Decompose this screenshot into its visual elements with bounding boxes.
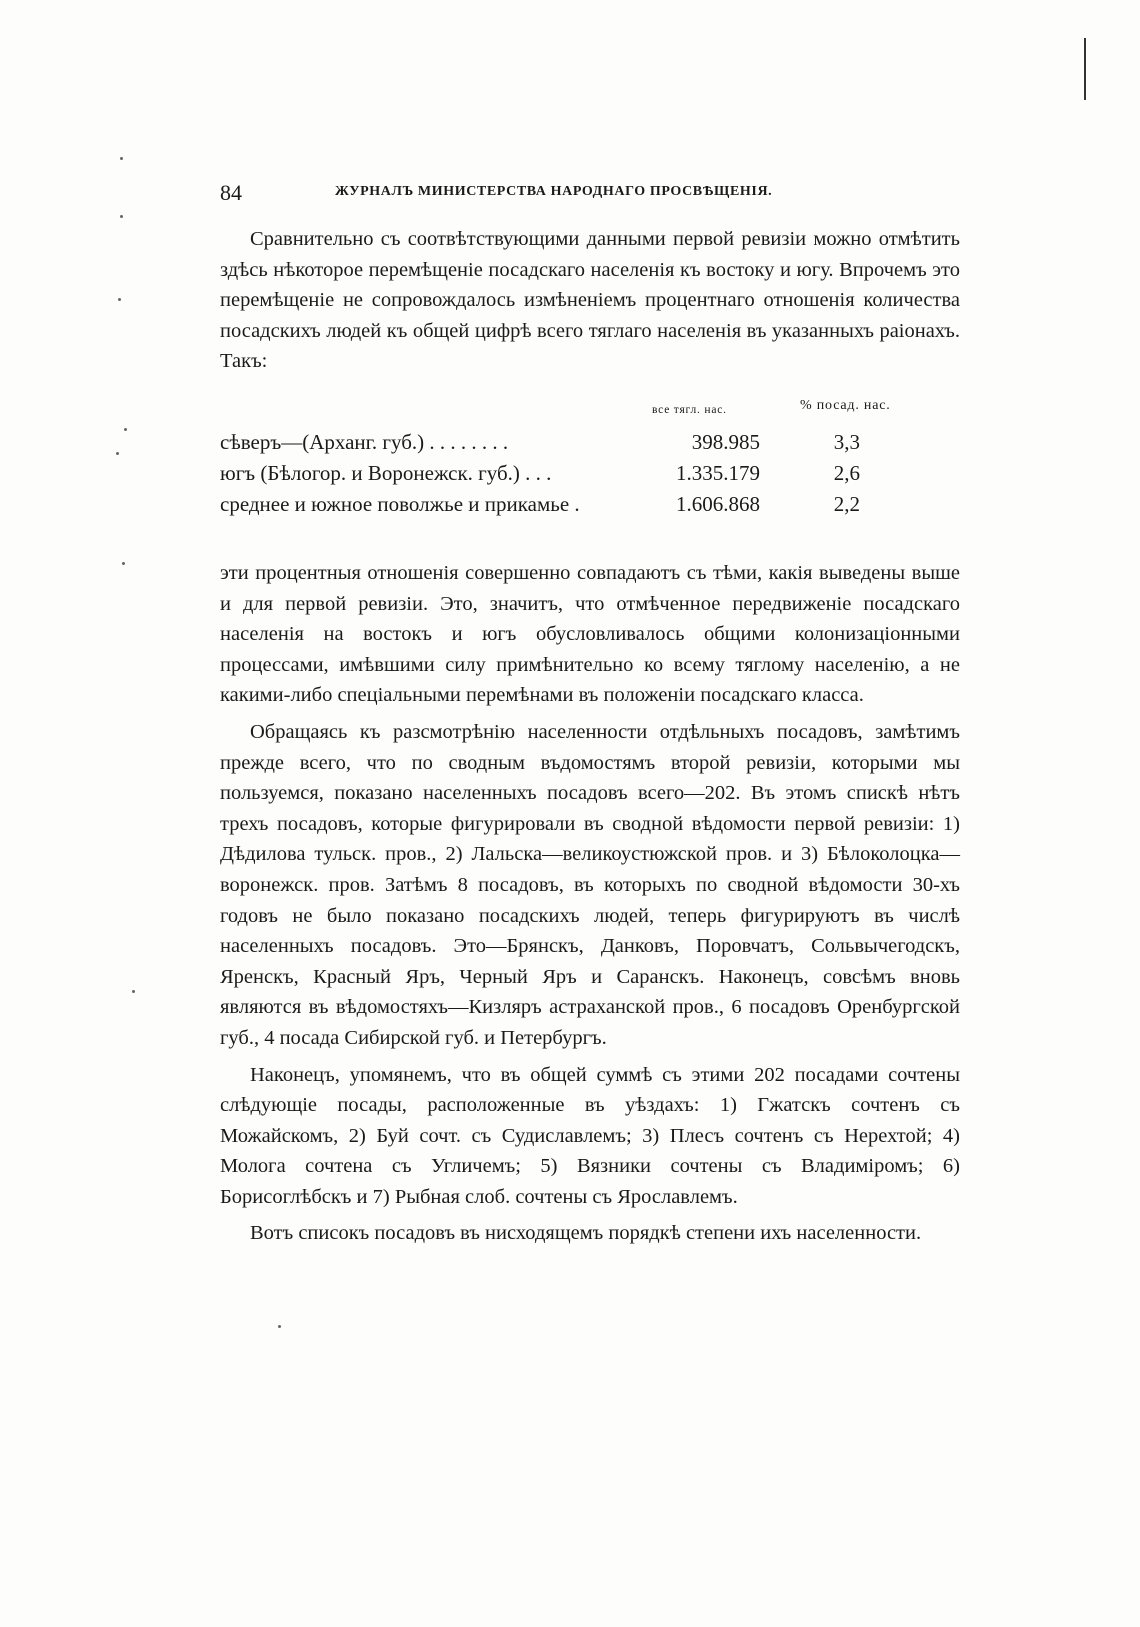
scan-speck: [118, 298, 121, 301]
scan-speck: [116, 452, 119, 455]
paragraph: Обращаясь къ разсмотрѣнію населенности отдѣльныхъ посадовъ, замѣтимъ прежде всего, что по сводным въдомостямъ второй ревизіи, которыми мы пользуемся, показано населенныхъ посадовъ всего—202. Въ этомъ спискѣ нѣтъ трехъ посадовъ, которые фигурировали въ сводной вѣдомости первой ревизіи: 1) Дѣдилова тульск. пров., 2) Лальска—великоустюжской пров. и 3) Бѣлоколоцка—воронежск. пров. Затѣмъ 8 посадовъ, въ которыхъ по сводной вѣдомости 30-хъ годовъ не было показано посадскихъ людей, теперь фигурируютъ въ числѣ населенныхъ посадовъ. Это—Брянскъ, Данковъ, Поровчатъ, Сольвычегодскъ, Яренскъ, Красный Яръ, Черный Яръ и Саранскъ. Наконецъ, совсѣмъ вновь являются въ вѣдомостяхъ—Кизляръ астраханской пров., 6 посадовъ Оренбургской губ., 4 посада Сибирской губ. и Петербургъ.: [220, 720, 960, 1049]
scan-speck: [120, 157, 123, 160]
table-row: [220, 430, 960, 461]
intro-paragraph: Сравнительно съ соотвѣтствующими данными первой ревизіи можно отмѣтить здѣсь нѣкоторое перемѣщеніе посадскаго населенія къ востоку и югу. Впрочемъ это перемѣщеніе не сопровождалось измѣненіемъ процентнаго отношенія количества посадскихъ людей къ общей цифрѣ всего тяглаго населенія въ указанныхъ раіонахъ. Такъ:: [220, 228, 960, 373]
row-percent: 3,3: [833, 430, 860, 454]
running-title: ЖУРНАЛЪ МИНИСТЕРСТВА НАРОДНАГО ПРОСВѢЩЕНІЯ.: [335, 184, 773, 199]
intro-paragraph-block: [220, 224, 960, 377]
main-text-block: [220, 558, 960, 1249]
scan-edge-mark: [1084, 38, 1086, 100]
table-column-headers: [220, 398, 960, 430]
row-label: сѣверъ—(Арханг. губ.) . . . . . . . .: [220, 430, 509, 454]
page-number: 84: [220, 180, 242, 205]
row-total: 1.606.868: [676, 492, 760, 516]
row-total: 398.985: [691, 430, 760, 454]
table-row: [220, 492, 960, 523]
column-header-percent: % посад. нас.: [800, 398, 891, 413]
row-percent: 2,6: [833, 461, 860, 485]
population-table: [220, 398, 960, 523]
page-header: [220, 180, 960, 210]
row-label: среднее и южное поволжье и прикамье .: [220, 492, 580, 516]
table-row: [220, 461, 960, 492]
row-label: югъ (Бѣлогор. и Воронежск. губ.) . . .: [220, 461, 552, 485]
paragraph: эти процентныя отношенія совершенно совпадаютъ съ тѣми, какія выведены выше и для первой ревизіи. Это, значитъ, что отмѣченное передвиженіе посадскаго населенія на востокъ и югъ обусловливалось общими колонизаціонными процессами, имѣвшими силу примѣнительно ко всему тяглому населенію, а не какими-либо спеціальными перемѣнами въ положеніи посадскаго класса.: [220, 562, 960, 707]
row-percent: 2,2: [833, 492, 860, 516]
scan-speck: [124, 428, 127, 431]
column-header-total: все тягл. нас.: [652, 404, 727, 416]
paragraph: Вотъ списокъ посадовъ въ нисходящемъ порядкѣ степени ихъ населенности.: [250, 1222, 922, 1245]
scan-speck: [120, 215, 123, 218]
scan-speck: [132, 990, 135, 993]
row-total: 1.335.179: [676, 461, 760, 485]
scan-speck: [278, 1325, 281, 1328]
scan-speck: [122, 562, 125, 565]
paragraph: Наконецъ, упомянемъ, что въ общей суммѣ съ этими 202 посадами сочтены слѣдующіе посады, расположенные въ уѣздахъ: 1) Гжатскъ сочтенъ съ Можайскомъ, 2) Буй сочт. съ Судиславлемъ; 3) Плесъ сочтенъ съ Нерехтой; 4) Молога сочтена съ Угличемъ; 5) Вязники сочтены съ Владиміромъ; 6) Борисоглѣбскъ и 7) Рыбная слоб. сочтены съ Ярославлемъ.: [220, 1063, 960, 1208]
